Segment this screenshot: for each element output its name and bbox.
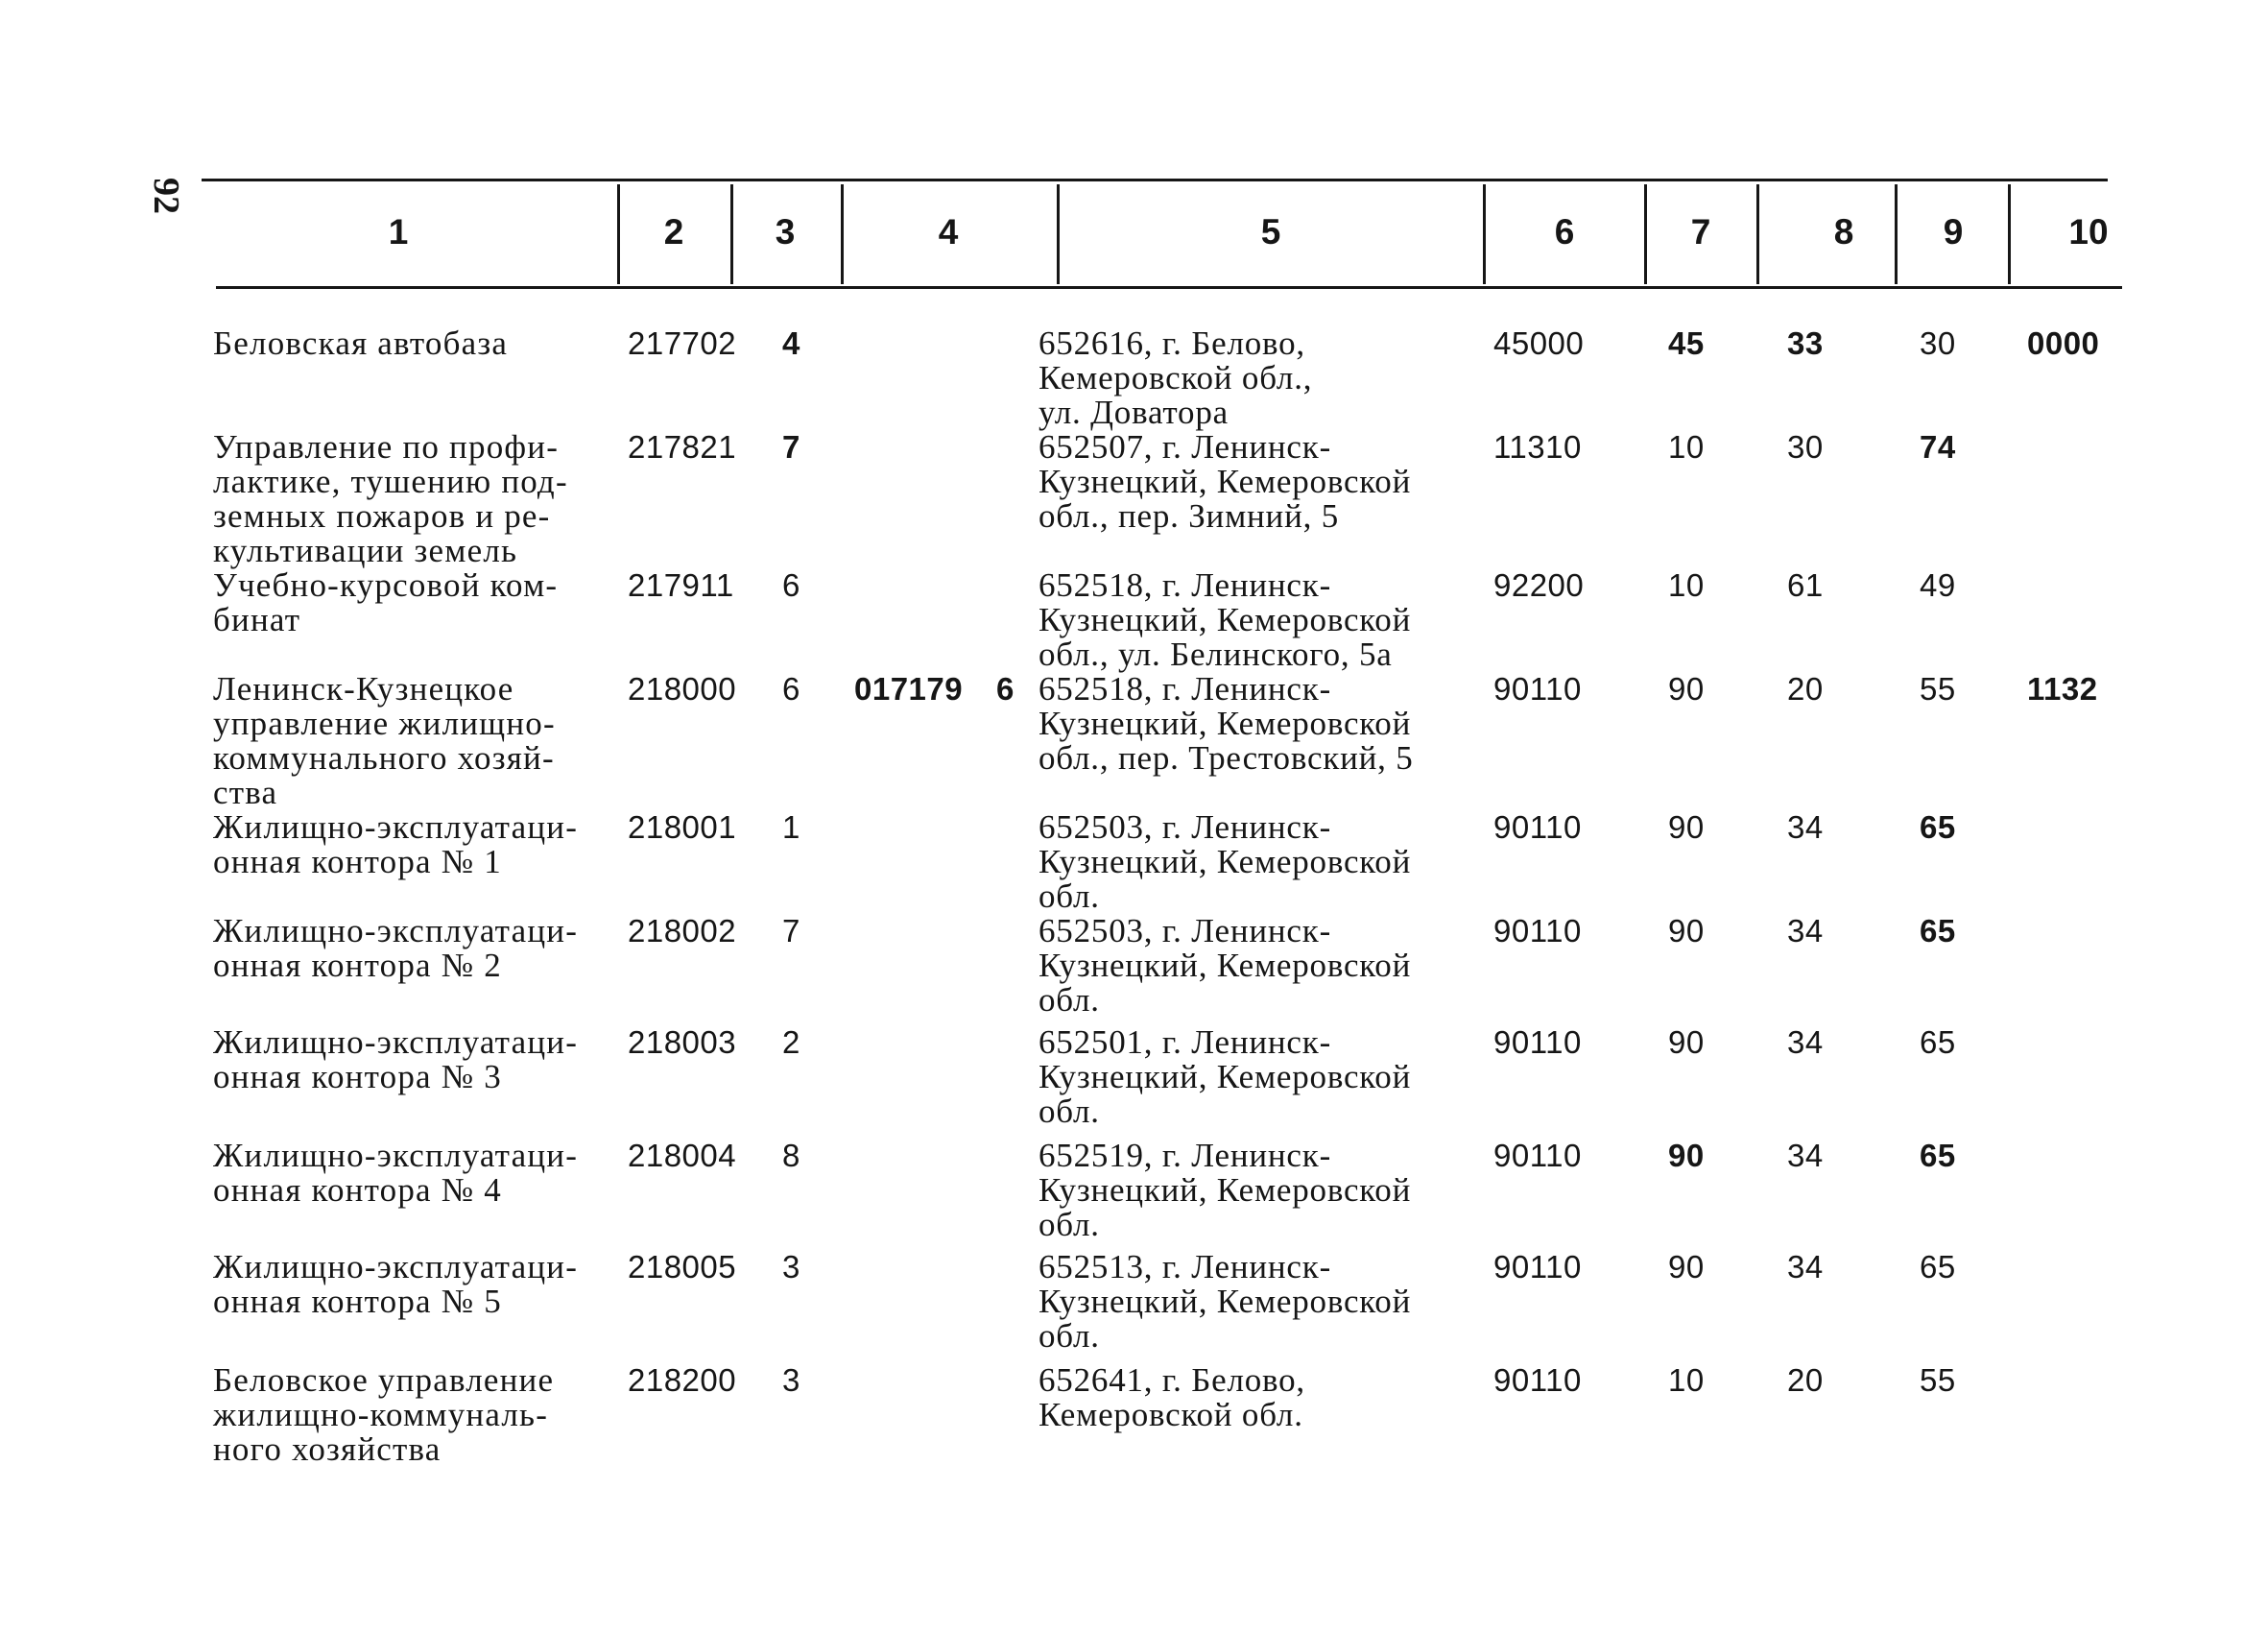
address: 652616, г. Белово, Кемеровской обл., ул. Доватора: [1039, 324, 1313, 431]
address: 652518, г. Ленинск- Кузнецкий, Кемеровской обл., пер. Трестовский, 5: [1039, 670, 1414, 777]
code-col-7: 10: [1668, 567, 1705, 603]
org-name: Жилищно-эксплуатаци- онная контора № 4: [213, 1137, 579, 1209]
code-col-2: 218003: [628, 1024, 737, 1060]
table-header-rule: [216, 286, 2122, 289]
column-divider: [617, 184, 620, 284]
code-col-7: 45: [1668, 325, 1705, 361]
address: 652518, г. Ленинск- Кузнецкий, Кемеровской обл., ул. Белинского, 5а: [1039, 566, 1412, 673]
code-col-8: 33: [1787, 325, 1824, 361]
column-header-6: 6: [1554, 212, 1575, 252]
code-col-9: 65: [1920, 1024, 1956, 1060]
code-col-3: 4: [782, 325, 800, 361]
code-col-3: 6: [782, 567, 800, 603]
code-col-3: 7: [782, 913, 800, 949]
org-name: Жилищно-эксплуатаци- онная контора № 5: [213, 1248, 579, 1320]
code-col-9: 55: [1920, 671, 1956, 707]
column-header-1: 1: [388, 212, 409, 252]
code-col-6: 90110: [1493, 1024, 1582, 1060]
code-col-4: 017179: [854, 671, 964, 707]
code-col-9: 65: [1920, 1249, 1956, 1285]
column-header-3: 3: [775, 212, 796, 252]
column-divider: [1644, 184, 1647, 284]
address: 652507, г. Ленинск- Кузнецкий, Кемеровской обл., пер. Зимний, 5: [1039, 428, 1412, 535]
code-col-8: 30: [1787, 429, 1824, 465]
address: 652513, г. Ленинск- Кузнецкий, Кемеровской обл.: [1039, 1248, 1412, 1355]
code-col-7: 90: [1668, 1249, 1705, 1285]
code-col-7: 90: [1668, 913, 1705, 949]
address: 652641, г. Белово, Кемеровской обл.: [1039, 1361, 1305, 1433]
code-col-8: 61: [1787, 567, 1824, 603]
column-header-8: 8: [1833, 212, 1854, 252]
code-col-9: 49: [1920, 567, 1956, 603]
org-name: Беловская автобаза: [213, 324, 509, 362]
code-col-6: 92200: [1493, 567, 1585, 603]
address: 652519, г. Ленинск- Кузнецкий, Кемеровской обл.: [1039, 1137, 1412, 1243]
column-divider: [1057, 184, 1060, 284]
code-col-6: 90110: [1493, 1249, 1582, 1285]
code-col-2: 218004: [628, 1138, 737, 1173]
column-divider: [1895, 184, 1898, 284]
code-col-6: 90110: [1493, 809, 1582, 845]
code-col-2: 218005: [628, 1249, 737, 1285]
code-col-2: 217911: [628, 567, 734, 603]
code-col-3: 1: [782, 809, 800, 845]
column-divider: [730, 184, 733, 284]
org-name: Жилищно-эксплуатаци- онная контора № 2: [213, 912, 579, 984]
code-col-6: 45000: [1493, 325, 1585, 361]
code-col-3: 6: [782, 671, 800, 707]
column-header-10: 10: [2068, 212, 2109, 252]
code-col-3: 2: [782, 1024, 800, 1060]
code-col-2: 218000: [628, 671, 737, 707]
code-col-8: 34: [1787, 913, 1824, 949]
address: 652501, г. Ленинск- Кузнецкий, Кемеровской обл.: [1039, 1023, 1412, 1130]
code-col-7: 90: [1668, 1138, 1705, 1173]
code-col-2: 217821: [628, 429, 737, 465]
address: 652503, г. Ленинск- Кузнецкий, Кемеровской обл.: [1039, 808, 1412, 915]
org-name: Жилищно-эксплуатаци- онная контора № 1: [213, 808, 579, 880]
code-col-2: 218200: [628, 1362, 737, 1398]
code-col-7: 10: [1668, 429, 1705, 465]
code-col-9: 55: [1920, 1362, 1956, 1398]
column-header-2: 2: [663, 212, 684, 252]
code-col-10: 1132: [2027, 671, 2098, 707]
code-col-4-check: 6: [996, 671, 1015, 707]
code-col-2: 218001: [628, 809, 737, 845]
code-col-9: 65: [1920, 809, 1956, 845]
code-col-8: 20: [1787, 1362, 1824, 1398]
code-col-6: 90110: [1493, 1362, 1582, 1398]
code-col-10: 0000: [2027, 325, 2100, 361]
column-divider: [1483, 184, 1486, 284]
column-header-5: 5: [1260, 212, 1281, 252]
org-name: Учебно-курсовой ком- бинат: [213, 566, 559, 638]
code-col-3: 7: [782, 429, 800, 465]
address: 652503, г. Ленинск- Кузнецкий, Кемеровской обл.: [1039, 912, 1412, 1019]
code-col-9: 74: [1920, 429, 1956, 465]
org-name: Жилищно-эксплуатаци- онная контора № 3: [213, 1023, 579, 1095]
org-name: Управление по профи- лактике, тушению под- земных пожаров и ре- культивации земель: [213, 428, 568, 569]
code-col-2: 218002: [628, 913, 737, 949]
column-header-7: 7: [1690, 212, 1711, 252]
code-col-8: 34: [1787, 1138, 1824, 1173]
column-divider: [1756, 184, 1759, 284]
code-col-3: 3: [782, 1249, 800, 1285]
page-number: 92: [146, 178, 186, 214]
code-col-9: 30: [1920, 325, 1956, 361]
code-col-6: 11310: [1493, 429, 1582, 465]
code-col-7: 90: [1668, 1024, 1705, 1060]
code-col-9: 65: [1920, 1138, 1956, 1173]
code-col-8: 34: [1787, 1249, 1824, 1285]
org-name: Беловское управление жилищно-коммуналь- ного хозяйства: [213, 1361, 555, 1468]
code-col-6: 90110: [1493, 1138, 1582, 1173]
table-top-rule: [202, 179, 2108, 181]
code-col-3: 8: [782, 1138, 800, 1173]
column-divider: [841, 184, 844, 284]
code-col-7: 90: [1668, 671, 1705, 707]
code-col-7: 90: [1668, 809, 1705, 845]
column-divider: [2008, 184, 2011, 284]
code-col-9: 65: [1920, 913, 1956, 949]
column-header-4: 4: [938, 212, 959, 252]
org-name: Ленинск-Кузнецкое управление жилищно- коммунального хозяй- ства: [213, 670, 556, 811]
code-col-6: 90110: [1493, 913, 1582, 949]
code-col-8: 20: [1787, 671, 1824, 707]
column-header-9: 9: [1943, 212, 1964, 252]
code-col-3: 3: [782, 1362, 800, 1398]
code-col-7: 10: [1668, 1362, 1705, 1398]
code-col-2: 217702: [628, 325, 737, 361]
code-col-8: 34: [1787, 809, 1824, 845]
code-col-6: 90110: [1493, 671, 1582, 707]
code-col-8: 34: [1787, 1024, 1824, 1060]
